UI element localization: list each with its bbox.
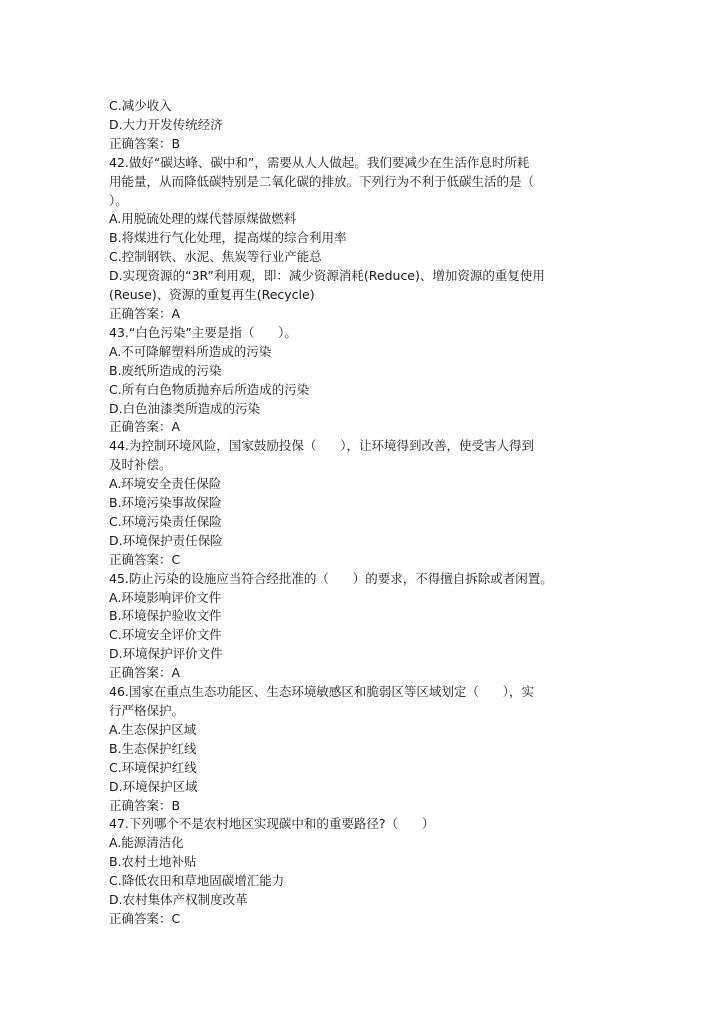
question-45 [109, 570, 614, 683]
question-text: 46.国家在重点生态功能区、生态环境敏感区和脆弱区等区域划定（ ），实 [109, 684, 534, 700]
option-b: B.农村土地补贴 [109, 854, 197, 870]
question-47 [109, 815, 614, 928]
question-text: 42.做好“碳达峰、碳中和”，需要从人人做起。我们要减少在生活作息时所耗 [109, 154, 530, 170]
question-text: 45.防止污染的设施应当符合经批准的（ ）的要求，不得擅自拆除或者闲置。 [109, 570, 553, 586]
option-a: A.能源清洁化 [109, 835, 184, 851]
option-a: A.环境影响评价文件 [109, 589, 222, 605]
question-text: 及时补偿。 [109, 457, 172, 473]
option-a: A.环境安全责任保险 [109, 476, 222, 492]
option-a: A.不可降解塑料所造成的污染 [109, 343, 272, 359]
option-c: C.所有白色物质抛弃后所造成的污染 [109, 381, 310, 397]
option-b: B.将煤进行气化处理，提高煤的综合利用率 [109, 230, 347, 246]
question-42 [109, 154, 614, 324]
option-a: A.生态保护区域 [109, 721, 197, 737]
question-46 [109, 683, 614, 815]
option-b: B.生态保护红线 [109, 740, 197, 756]
correct-answer: 正确答案：A [109, 305, 181, 321]
option-d: D.白色油漆类所造成的污染 [109, 400, 261, 416]
correct-answer: 正确答案：B [109, 135, 181, 151]
question-text: 43.“白色污染”主要是指（ ）。 [109, 324, 297, 340]
option-a: A.用脱硫处理的煤代替原煤做燃料 [109, 211, 297, 227]
option-c: C.环境污染责任保险 [109, 513, 222, 529]
option-d: D.大力开发传统经济 [109, 116, 223, 132]
question-41-tail [109, 97, 614, 154]
option-c: C.控制钢铁、水泥、焦炭等行业产能总 [109, 249, 322, 265]
question-44 [109, 437, 614, 569]
option-b: B.环境保护验收文件 [109, 608, 222, 624]
question-text: 47.下列哪个不是农村地区实现碳中和的重要路径?（ ） [109, 816, 435, 832]
option-b: B.环境污染事故保险 [109, 495, 222, 511]
option-d: D.实现资源的“3R”利用观，即：减少资源消耗(Reduce)、增加资源的重复使用 [109, 268, 545, 284]
correct-answer: 正确答案：A [109, 665, 181, 681]
question-text: 44.为控制环境风险，国家鼓励投保（ ），让环境得到改善，使受害人得到 [109, 438, 534, 454]
question-text: ）。 [109, 192, 128, 208]
option-d: D.环境保护评价文件 [109, 646, 223, 662]
option-d: D.农村集体产权制度改革 [109, 892, 248, 908]
question-text: 用能量，从而降低碳特别是二氧化碳的排放。下列行为不利于低碳生活的是（ [109, 173, 535, 189]
question-43 [109, 324, 614, 437]
correct-answer: 正确答案：A [109, 419, 181, 435]
option-c: C.减少收入 [109, 98, 172, 113]
option-c: C.环境保护红线 [109, 759, 197, 775]
correct-answer: 正确答案：C [109, 910, 181, 926]
option-c: C.降低农田和草地固碳增汇能力 [109, 873, 285, 889]
option-d: D.环境保护区域 [109, 778, 198, 794]
option-c: C.环境安全评价文件 [109, 627, 222, 643]
option-b: B.废纸所造成的污染 [109, 362, 222, 378]
correct-answer: 正确答案：B [109, 797, 181, 813]
document-page [109, 97, 614, 929]
option-d-continued: (Reuse)、资源的重复再生(Recycle) [109, 287, 315, 303]
correct-answer: 正确答案：C [109, 551, 181, 567]
option-d: D.环境保护责任保险 [109, 532, 223, 548]
question-text: 行严格保护。 [109, 703, 185, 718]
